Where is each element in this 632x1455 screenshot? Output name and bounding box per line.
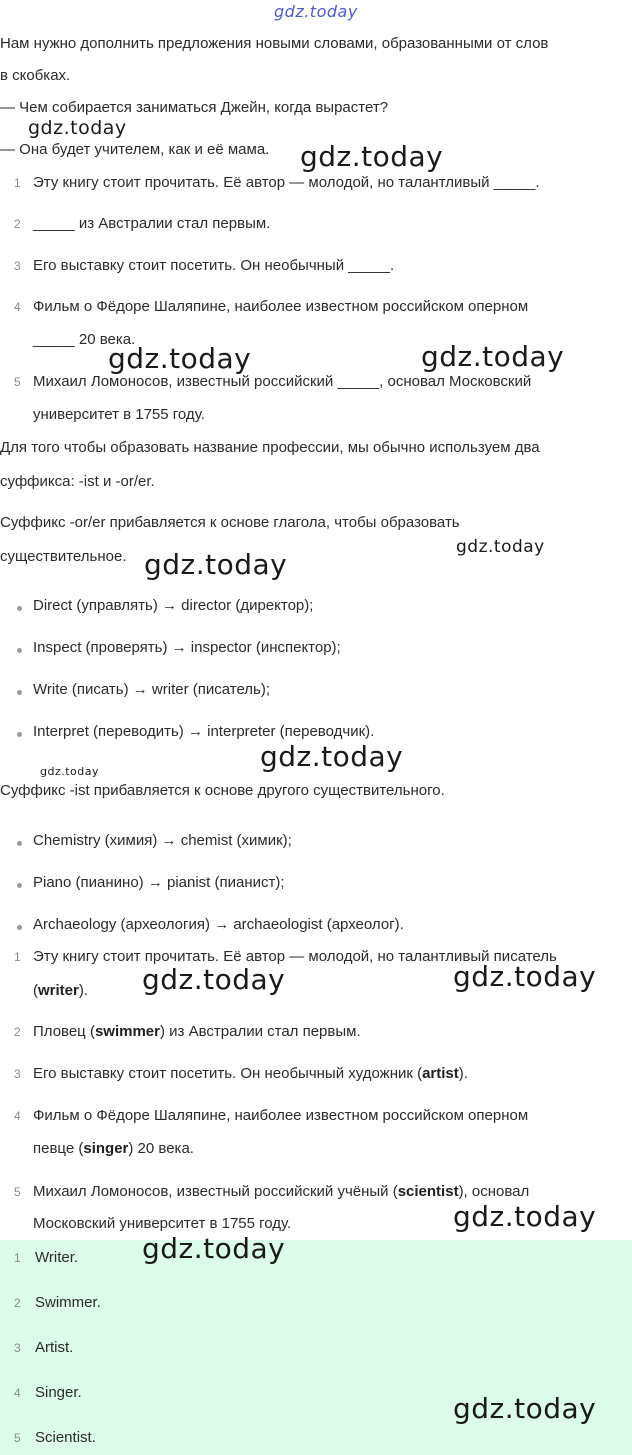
answers-panel bbox=[0, 1232, 632, 1455]
list-item: Archaeology (археология) → archaeologist (археолог). bbox=[33, 916, 404, 933]
task-item-cont: _____ 20 века. bbox=[33, 331, 136, 348]
watermark: gdz.today bbox=[144, 548, 288, 581]
answer-number: 4 bbox=[14, 1386, 21, 1400]
task-item: _____ из Австралии стал первым. bbox=[33, 215, 271, 232]
list-item: Inspect (проверять) → inspector (инспектор); bbox=[33, 639, 341, 656]
solution-item: Фильм о Фёдоре Шаляпине, наиболее известном российском оперном bbox=[33, 1107, 529, 1124]
task-number: 3 bbox=[14, 259, 21, 273]
bullet bbox=[17, 841, 22, 846]
watermark: gdz.today bbox=[300, 140, 444, 173]
intro-text-cont: в скобках. bbox=[0, 67, 71, 84]
bullet bbox=[17, 606, 22, 611]
list-item: Write (писать) → writer (писатель); bbox=[33, 681, 271, 698]
task-item: Эту книгу стоит прочитать. Её автор — молодой, но талантливый _____. bbox=[33, 174, 540, 191]
task-number: 2 bbox=[14, 217, 21, 231]
solution-item: Михаил Ломоносов, известный российский учёный (scientist), основал bbox=[33, 1183, 530, 1200]
solution-item-cont: Московский университет в 1755 году. bbox=[33, 1215, 292, 1232]
bullet bbox=[17, 732, 22, 737]
answer-word: singer bbox=[83, 1140, 129, 1157]
bullet bbox=[17, 883, 22, 888]
task-item: Его выставку стоит посетить. Он необычный _____. bbox=[33, 257, 395, 274]
answer-number: 2 bbox=[14, 1296, 21, 1310]
answer-word: scientist bbox=[397, 1183, 459, 1200]
explain-paragraph-cont: существительное. bbox=[0, 548, 127, 565]
answer-word: artist bbox=[422, 1065, 459, 1082]
answer-item: Scientist. bbox=[35, 1429, 96, 1446]
watermark: gdz.today bbox=[456, 537, 545, 557]
solution-number: 3 bbox=[14, 1067, 21, 1081]
watermark: gdz.today bbox=[453, 1392, 597, 1425]
task-number: 4 bbox=[14, 300, 21, 314]
task-item: Фильм о Фёдоре Шаляпине, наиболее известном российском оперном bbox=[33, 298, 529, 315]
solution-item-cont: (writer). bbox=[33, 982, 89, 999]
answer-word: writer bbox=[38, 982, 79, 999]
watermark: gdz.today bbox=[108, 342, 252, 375]
list-item: Piano (пианино) → pianist (пианист); bbox=[33, 874, 285, 891]
watermark: gdz.today bbox=[453, 960, 597, 993]
watermark: gdz.today bbox=[421, 340, 565, 373]
solution-item: Его выставку стоит посетить. Он необычный художник (artist). bbox=[33, 1065, 468, 1082]
explain-paragraph-cont: суффикса: -ist и -or/er. bbox=[0, 473, 155, 490]
bullet bbox=[17, 648, 22, 653]
answer-item: Swimmer. bbox=[35, 1294, 101, 1311]
watermark-top: gdz.today bbox=[274, 2, 358, 21]
solution-item: Пловец (swimmer) из Австралии стал первым. bbox=[33, 1023, 361, 1040]
example-question: — Чем собирается заниматься Джейн, когда вырастет? bbox=[0, 99, 389, 116]
solution-item-cont: певце (singer) 20 века. bbox=[33, 1140, 194, 1157]
answer-item: Singer. bbox=[35, 1384, 82, 1401]
list-item: Direct (управлять) → director (директор); bbox=[33, 597, 314, 614]
explain-paragraph: Для того чтобы образовать название профессии, мы обычно используем два bbox=[0, 439, 540, 456]
answer-word: swimmer bbox=[94, 1023, 160, 1040]
answer-number: 3 bbox=[14, 1341, 21, 1355]
solution-number: 4 bbox=[14, 1109, 21, 1123]
task-item-cont: университет в 1755 году. bbox=[33, 406, 205, 423]
watermark: gdz.today bbox=[260, 740, 404, 773]
watermark: gdz.today bbox=[28, 117, 127, 139]
watermark: gdz.today bbox=[142, 963, 286, 996]
answer-item: Artist. bbox=[35, 1339, 74, 1356]
list-item: Interpret (переводить) → interpreter (переводчик). bbox=[33, 723, 375, 740]
solution-number: 5 bbox=[14, 1185, 21, 1199]
watermark: gdz.today bbox=[453, 1200, 597, 1233]
example-answer: — Она будет учителем, как и её мама. bbox=[0, 141, 270, 158]
watermark: gdz.today bbox=[142, 1232, 286, 1265]
task-number: 5 bbox=[14, 375, 21, 389]
explain-paragraph: Суффикс -ist прибавляется к основе другого существительного. bbox=[0, 782, 445, 799]
solution-number: 2 bbox=[14, 1025, 21, 1039]
bullet bbox=[17, 925, 22, 930]
explain-paragraph: Суффикс -or/er прибавляется к основе глагола, чтобы образовать bbox=[0, 514, 460, 531]
solution-number: 1 bbox=[14, 950, 21, 964]
intro-text: Нам нужно дополнить предложения новыми словами, образованными от слов bbox=[0, 35, 549, 52]
list-item: Chemistry (химия) → chemist (химик); bbox=[33, 832, 292, 849]
answer-item: Writer. bbox=[35, 1249, 79, 1266]
task-number: 1 bbox=[14, 176, 21, 190]
bullet bbox=[17, 690, 22, 695]
answer-number: 5 bbox=[14, 1431, 21, 1445]
task-item: Михаил Ломоносов, известный российский _____, основал Московский bbox=[33, 373, 532, 390]
watermark: gdz.today bbox=[40, 765, 100, 778]
answer-number: 1 bbox=[14, 1251, 21, 1265]
solution-item: Эту книгу стоит прочитать. Её автор — молодой, но талантливый писатель bbox=[33, 948, 557, 965]
